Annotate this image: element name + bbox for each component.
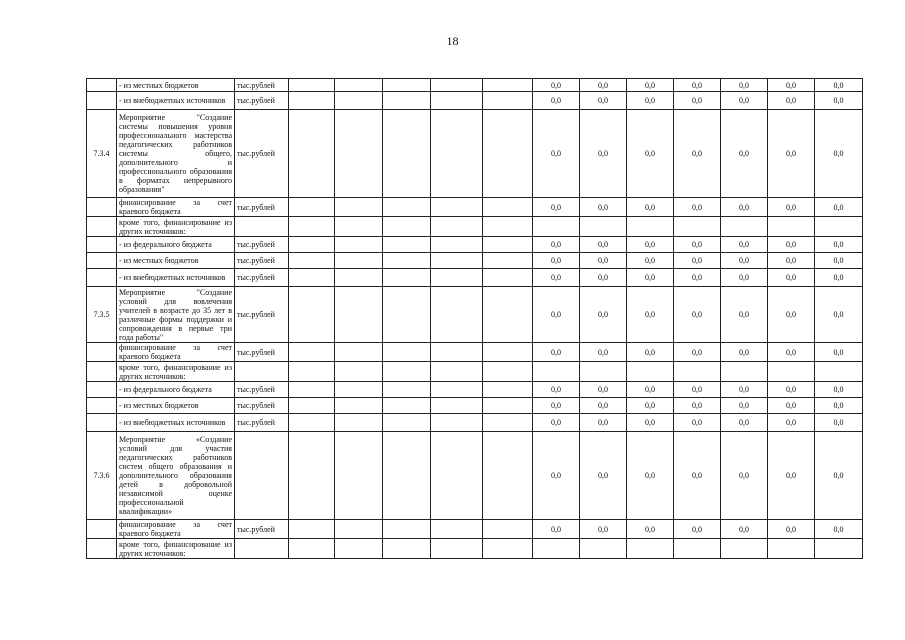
value-cell: 0,0 <box>721 398 768 414</box>
value-cell <box>627 217 674 237</box>
value-cell: 0,0 <box>627 110 674 198</box>
row-unit <box>235 362 289 382</box>
empty-cell <box>483 237 533 253</box>
value-cell: 0,0 <box>768 382 815 398</box>
row-description: кроме того, финансирование из других источников: <box>117 539 235 559</box>
value-cell: 0,0 <box>580 343 627 362</box>
row-description: Мероприятие "Создание системы повышения уровня профессионального мастерства педагогических работников системы общего, дополнительного и профессионального образования в форматах непрерывного образования" <box>117 110 235 198</box>
empty-cell <box>431 79 483 92</box>
table-row <box>87 79 863 92</box>
value-cell: 0,0 <box>815 414 863 432</box>
value-cell: 0,0 <box>815 92 863 110</box>
empty-cell <box>383 414 431 432</box>
empty-cell <box>483 343 533 362</box>
empty-cell <box>431 217 483 237</box>
row-number <box>87 362 117 382</box>
value-cell: 0,0 <box>721 343 768 362</box>
empty-cell <box>431 198 483 217</box>
value-cell: 0,0 <box>533 253 580 269</box>
empty-cell <box>383 269 431 287</box>
empty-cell <box>431 343 483 362</box>
empty-cell <box>289 362 335 382</box>
empty-cell <box>483 110 533 198</box>
row-description: Мероприятие «Создание условий для участия педагогических работников систем общего образования и дополнительного образования детей в добровольной независимой оценке профессиональной квалификации» <box>117 432 235 520</box>
row-number <box>87 79 117 92</box>
empty-cell <box>289 253 335 269</box>
value-cell <box>674 217 721 237</box>
empty-cell <box>335 362 383 382</box>
empty-cell <box>335 414 383 432</box>
row-unit <box>235 432 289 520</box>
row-description: финансирование за счет краевого бюджета <box>117 198 235 217</box>
empty-cell <box>383 398 431 414</box>
row-unit: тыс.рублей <box>235 382 289 398</box>
empty-cell <box>335 217 383 237</box>
value-cell: 0,0 <box>533 92 580 110</box>
row-description: кроме того, финансирование из других источников: <box>117 217 235 237</box>
empty-cell <box>383 343 431 362</box>
value-cell: 0,0 <box>815 269 863 287</box>
row-description: - из федерального бюджета <box>117 237 235 253</box>
row-number <box>87 343 117 362</box>
value-cell: 0,0 <box>627 520 674 539</box>
value-cell: 0,0 <box>768 414 815 432</box>
value-cell: 0,0 <box>768 520 815 539</box>
value-cell: 0,0 <box>768 398 815 414</box>
empty-cell <box>289 414 335 432</box>
row-description: Мероприятие "Создание условий для вовлечения учителей в возрасте до 35 лет в различные формы поддержки и сопровождения в первые три года работы" <box>117 287 235 343</box>
value-cell: 0,0 <box>627 382 674 398</box>
table-row <box>87 217 863 237</box>
value-cell: 0,0 <box>627 287 674 343</box>
value-cell: 0,0 <box>580 382 627 398</box>
value-cell: 0,0 <box>768 269 815 287</box>
row-number <box>87 217 117 237</box>
empty-cell <box>431 269 483 287</box>
empty-cell <box>431 92 483 110</box>
value-cell: 0,0 <box>580 92 627 110</box>
value-cell: 0,0 <box>627 414 674 432</box>
value-cell: 0,0 <box>627 343 674 362</box>
row-number: 7.3.6 <box>87 432 117 520</box>
empty-cell <box>383 237 431 253</box>
empty-cell <box>335 343 383 362</box>
row-unit: тыс.рублей <box>235 110 289 198</box>
value-cell: 0,0 <box>533 398 580 414</box>
row-description: финансирование за счет краевого бюджета <box>117 343 235 362</box>
value-cell: 0,0 <box>721 432 768 520</box>
value-cell: 0,0 <box>674 269 721 287</box>
empty-cell <box>289 217 335 237</box>
empty-cell <box>383 539 431 559</box>
empty-cell <box>431 398 483 414</box>
row-unit <box>235 539 289 559</box>
value-cell: 0,0 <box>768 253 815 269</box>
row-unit: тыс.рублей <box>235 79 289 92</box>
value-cell: 0,0 <box>580 398 627 414</box>
empty-cell <box>383 217 431 237</box>
value-cell: 0,0 <box>721 269 768 287</box>
value-cell: 0,0 <box>674 110 721 198</box>
value-cell: 0,0 <box>627 92 674 110</box>
row-number <box>87 520 117 539</box>
value-cell: 0,0 <box>721 382 768 398</box>
row-description: - из внебюджетных источников <box>117 92 235 110</box>
empty-cell <box>483 520 533 539</box>
row-description: - из местных бюджетов <box>117 79 235 92</box>
empty-cell <box>289 110 335 198</box>
row-number: 7.3.4 <box>87 110 117 198</box>
table-row <box>87 110 863 198</box>
value-cell <box>721 217 768 237</box>
value-cell: 0,0 <box>533 237 580 253</box>
row-unit <box>235 217 289 237</box>
empty-cell <box>289 79 335 92</box>
value-cell: 0,0 <box>674 198 721 217</box>
empty-cell <box>335 398 383 414</box>
row-unit: тыс.рублей <box>235 287 289 343</box>
value-cell <box>721 539 768 559</box>
empty-cell <box>483 217 533 237</box>
value-cell: 0,0 <box>815 79 863 92</box>
row-number: 7.3.5 <box>87 287 117 343</box>
value-cell: 0,0 <box>674 414 721 432</box>
row-description: - из внебюджетных источников <box>117 269 235 287</box>
value-cell: 0,0 <box>674 343 721 362</box>
row-unit: тыс.рублей <box>235 237 289 253</box>
row-number <box>87 382 117 398</box>
empty-cell <box>483 92 533 110</box>
row-unit: тыс.рублей <box>235 520 289 539</box>
value-cell: 0,0 <box>580 110 627 198</box>
value-cell: 0,0 <box>721 414 768 432</box>
value-cell: 0,0 <box>721 520 768 539</box>
row-description: финансирование за счет краевого бюджета <box>117 520 235 539</box>
empty-cell <box>335 520 383 539</box>
row-number <box>87 253 117 269</box>
value-cell: 0,0 <box>674 520 721 539</box>
value-cell: 0,0 <box>815 253 863 269</box>
value-cell: 0,0 <box>721 287 768 343</box>
value-cell: 0,0 <box>815 382 863 398</box>
value-cell: 0,0 <box>533 198 580 217</box>
table-row <box>87 343 863 362</box>
empty-cell <box>483 414 533 432</box>
value-cell: 0,0 <box>627 79 674 92</box>
value-cell <box>533 217 580 237</box>
value-cell: 0,0 <box>580 253 627 269</box>
empty-cell <box>383 382 431 398</box>
value-cell: 0,0 <box>721 253 768 269</box>
empty-cell <box>383 92 431 110</box>
empty-cell <box>483 269 533 287</box>
empty-cell <box>289 343 335 362</box>
empty-cell <box>335 539 383 559</box>
value-cell <box>721 362 768 382</box>
value-cell: 0,0 <box>721 237 768 253</box>
value-cell <box>768 217 815 237</box>
value-cell: 0,0 <box>533 414 580 432</box>
value-cell: 0,0 <box>580 520 627 539</box>
empty-cell <box>431 382 483 398</box>
value-cell: 0,0 <box>580 414 627 432</box>
empty-cell <box>383 432 431 520</box>
value-cell: 0,0 <box>768 432 815 520</box>
value-cell: 0,0 <box>627 253 674 269</box>
empty-cell <box>383 362 431 382</box>
table-row <box>87 520 863 539</box>
empty-cell <box>289 382 335 398</box>
value-cell: 0,0 <box>627 432 674 520</box>
value-cell <box>533 362 580 382</box>
empty-cell <box>335 287 383 343</box>
empty-cell <box>483 287 533 343</box>
value-cell: 0,0 <box>768 92 815 110</box>
value-cell: 0,0 <box>580 237 627 253</box>
value-cell: 0,0 <box>627 198 674 217</box>
value-cell: 0,0 <box>627 237 674 253</box>
empty-cell <box>431 287 483 343</box>
value-cell: 0,0 <box>768 110 815 198</box>
row-unit: тыс.рублей <box>235 414 289 432</box>
page-number: 18 <box>446 34 459 48</box>
financing-table <box>86 78 863 559</box>
empty-cell <box>335 110 383 198</box>
row-description: - из внебюджетных источников <box>117 414 235 432</box>
empty-cell <box>431 432 483 520</box>
row-unit: тыс.рублей <box>235 198 289 217</box>
table-body <box>87 79 863 559</box>
value-cell: 0,0 <box>815 520 863 539</box>
empty-cell <box>335 79 383 92</box>
value-cell: 0,0 <box>815 343 863 362</box>
empty-cell <box>483 398 533 414</box>
empty-cell <box>335 269 383 287</box>
empty-cell <box>431 362 483 382</box>
row-number <box>87 237 117 253</box>
row-number <box>87 539 117 559</box>
value-cell: 0,0 <box>580 269 627 287</box>
empty-cell <box>335 237 383 253</box>
table-row <box>87 287 863 343</box>
table-row <box>87 362 863 382</box>
value-cell: 0,0 <box>815 198 863 217</box>
value-cell: 0,0 <box>674 237 721 253</box>
row-unit: тыс.рублей <box>235 253 289 269</box>
value-cell: 0,0 <box>674 382 721 398</box>
row-number <box>87 269 117 287</box>
empty-cell <box>483 382 533 398</box>
empty-cell <box>289 92 335 110</box>
value-cell: 0,0 <box>674 432 721 520</box>
value-cell <box>768 539 815 559</box>
row-unit: тыс.рублей <box>235 343 289 362</box>
value-cell <box>533 539 580 559</box>
table-row <box>87 432 863 520</box>
row-description: - из местных бюджетов <box>117 253 235 269</box>
value-cell <box>674 539 721 559</box>
value-cell: 0,0 <box>721 198 768 217</box>
empty-cell <box>431 237 483 253</box>
value-cell <box>627 539 674 559</box>
table-row <box>87 398 863 414</box>
value-cell: 0,0 <box>627 398 674 414</box>
empty-cell <box>335 198 383 217</box>
row-description: - из местных бюджетов <box>117 398 235 414</box>
value-cell: 0,0 <box>674 287 721 343</box>
table-row <box>87 382 863 398</box>
value-cell <box>815 539 863 559</box>
value-cell: 0,0 <box>674 79 721 92</box>
value-cell <box>768 362 815 382</box>
value-cell: 0,0 <box>721 79 768 92</box>
value-cell: 0,0 <box>815 287 863 343</box>
empty-cell <box>335 432 383 520</box>
empty-cell <box>383 110 431 198</box>
empty-cell <box>431 414 483 432</box>
empty-cell <box>383 520 431 539</box>
value-cell: 0,0 <box>768 79 815 92</box>
row-number <box>87 414 117 432</box>
value-cell: 0,0 <box>815 398 863 414</box>
empty-cell <box>289 398 335 414</box>
empty-cell <box>483 253 533 269</box>
empty-cell <box>483 198 533 217</box>
value-cell: 0,0 <box>815 110 863 198</box>
table-row <box>87 198 863 217</box>
value-cell <box>580 217 627 237</box>
row-number <box>87 198 117 217</box>
value-cell: 0,0 <box>580 287 627 343</box>
table-row <box>87 92 863 110</box>
value-cell: 0,0 <box>768 237 815 253</box>
empty-cell <box>335 253 383 269</box>
empty-cell <box>383 287 431 343</box>
table-row <box>87 539 863 559</box>
value-cell: 0,0 <box>815 432 863 520</box>
empty-cell <box>289 539 335 559</box>
row-unit: тыс.рублей <box>235 92 289 110</box>
row-description: - из федерального бюджета <box>117 382 235 398</box>
table-row <box>87 237 863 253</box>
empty-cell <box>383 79 431 92</box>
empty-cell <box>431 539 483 559</box>
empty-cell <box>289 198 335 217</box>
value-cell <box>815 362 863 382</box>
empty-cell <box>483 539 533 559</box>
row-description: кроме того, финансирование из других источников: <box>117 362 235 382</box>
empty-cell <box>289 287 335 343</box>
value-cell: 0,0 <box>533 520 580 539</box>
value-cell: 0,0 <box>721 110 768 198</box>
value-cell: 0,0 <box>533 287 580 343</box>
empty-cell <box>431 253 483 269</box>
value-cell: 0,0 <box>815 237 863 253</box>
empty-cell <box>289 520 335 539</box>
row-unit: тыс.рублей <box>235 269 289 287</box>
value-cell: 0,0 <box>721 92 768 110</box>
empty-cell <box>289 432 335 520</box>
value-cell: 0,0 <box>533 79 580 92</box>
value-cell: 0,0 <box>768 198 815 217</box>
empty-cell <box>335 382 383 398</box>
value-cell: 0,0 <box>533 269 580 287</box>
empty-cell <box>483 432 533 520</box>
empty-cell <box>431 110 483 198</box>
value-cell: 0,0 <box>674 398 721 414</box>
empty-cell <box>431 520 483 539</box>
row-number <box>87 398 117 414</box>
value-cell: 0,0 <box>580 198 627 217</box>
value-cell: 0,0 <box>533 110 580 198</box>
table-row <box>87 414 863 432</box>
value-cell: 0,0 <box>533 382 580 398</box>
empty-cell <box>289 269 335 287</box>
value-cell: 0,0 <box>580 79 627 92</box>
empty-cell <box>289 237 335 253</box>
empty-cell <box>335 92 383 110</box>
value-cell <box>815 217 863 237</box>
value-cell <box>580 539 627 559</box>
value-cell: 0,0 <box>627 269 674 287</box>
value-cell <box>627 362 674 382</box>
value-cell: 0,0 <box>580 432 627 520</box>
empty-cell <box>383 198 431 217</box>
value-cell: 0,0 <box>768 287 815 343</box>
value-cell: 0,0 <box>768 343 815 362</box>
value-cell: 0,0 <box>533 432 580 520</box>
table-row <box>87 253 863 269</box>
value-cell <box>580 362 627 382</box>
empty-cell <box>383 253 431 269</box>
table-row <box>87 269 863 287</box>
value-cell: 0,0 <box>674 92 721 110</box>
value-cell: 0,0 <box>674 253 721 269</box>
value-cell <box>674 362 721 382</box>
row-number <box>87 92 117 110</box>
row-unit: тыс.рублей <box>235 398 289 414</box>
empty-cell <box>483 79 533 92</box>
value-cell: 0,0 <box>533 343 580 362</box>
empty-cell <box>483 362 533 382</box>
